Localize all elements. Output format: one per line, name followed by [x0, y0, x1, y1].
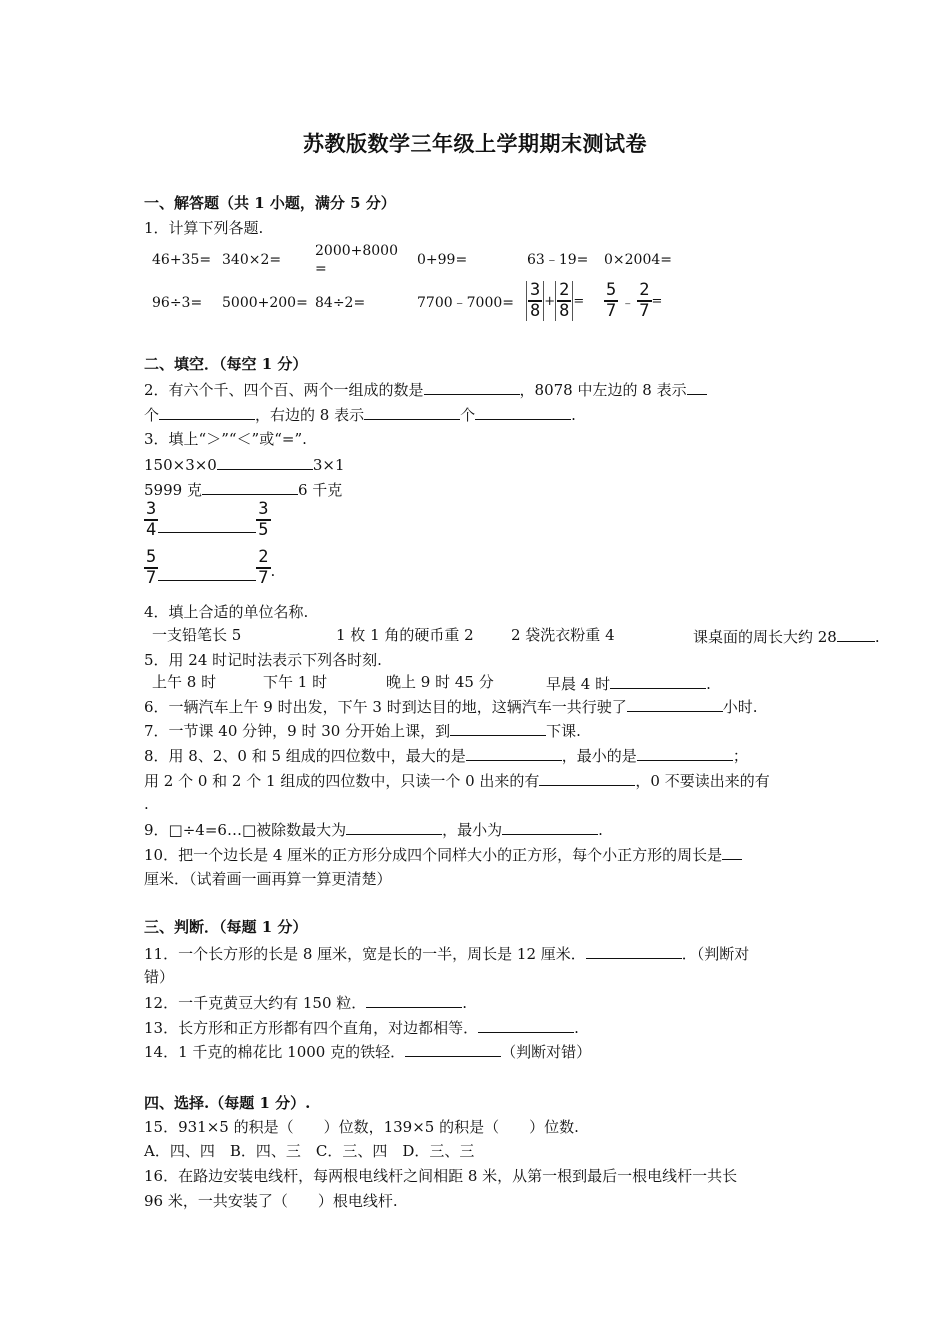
fraction: $\frac{2}{7}$ [258, 547, 269, 588]
answer-blank[interactable] [424, 379, 520, 395]
section-heading-1: 一、解答题（共 1 小题，满分 5 分） [144, 194, 396, 212]
period: . [874, 628, 880, 646]
question-10-line-1 [144, 844, 742, 865]
q13-text: . [574, 1019, 579, 1037]
question-7 [144, 720, 581, 741]
section-heading-2: 二、填空．（每空 1 分） [144, 355, 308, 373]
fraction: $\frac{3}{5}$ [258, 499, 269, 540]
q9-text: . [598, 821, 603, 839]
q2-text: ，右边的 8 表示 [255, 406, 365, 424]
q4-item: 2 袋洗衣粉重 4 [511, 626, 615, 644]
q8-text: ； [732, 747, 748, 765]
question-13 [144, 1017, 579, 1038]
calc-item: 2000+8000 [315, 243, 398, 259]
question-15-stem: 15．931×5 的积是（ ）位数，139×5 的积是（ ）位数. [144, 1118, 579, 1136]
answer-blank[interactable] [586, 943, 682, 959]
calc-item: 340×2= [222, 252, 282, 268]
q6-text: 小时. [722, 698, 758, 716]
fraction: $\frac{5}{7}$ [146, 547, 157, 588]
answer-blank[interactable] [364, 404, 460, 420]
question-5-stem: 5．用 24 时记时法表示下列各时刻. [144, 651, 382, 669]
q2-text: ，8078 中左边的 8 表示 [519, 381, 687, 399]
q7-text: 7．一节课 40 分钟，9 时 30 分开始上课，到 [144, 722, 451, 740]
q5-text: 早晨 4 时 [546, 675, 611, 693]
q4-item-last [693, 626, 880, 646]
question-9 [144, 819, 603, 840]
answer-blank[interactable] [202, 479, 298, 495]
q12-text: 12．一千克黄豆大约有 150 粒． [144, 994, 367, 1012]
question-11-line-1 [144, 943, 749, 964]
calc-item: 96÷3= [152, 295, 203, 311]
q12-text: . [462, 994, 468, 1012]
answer-blank[interactable] [539, 770, 635, 786]
question-10-line-2: 厘米．（试着画一画再算一算更清楚） [144, 870, 392, 888]
question-12 [144, 992, 467, 1013]
answer-blank[interactable] [478, 1017, 574, 1033]
q10-text: 10．把一个边长是 4 厘米的正方形分成四个同样大小的正方形，每个小正方形的周长是 [144, 846, 723, 864]
question-15-options: A．四、四 B．四、三 C．三、四 D．三、三 [144, 1142, 475, 1160]
section-heading-3: 三、判断．（每题 1 分） [144, 918, 308, 936]
q4-item: 1 枚 1 角的硬币重 2 [336, 626, 474, 644]
answer-blank[interactable] [475, 404, 571, 420]
fraction: $\frac{3}{4}$ [146, 499, 157, 540]
answer-blank[interactable] [158, 532, 256, 533]
calc-item: 7700﹣7000= [417, 295, 514, 311]
question-2-line-2 [144, 404, 576, 425]
q2-text: . [571, 406, 576, 424]
q5-item: 下午 1 时 [263, 673, 328, 691]
exam-title: 苏教版数学三年级上学期期末测试卷 [303, 131, 647, 156]
answer-blank[interactable] [837, 626, 875, 642]
fraction: $\frac{5}{7}$ [606, 280, 617, 321]
section-heading-4: 四、选择.（每题 1 分）. [144, 1094, 311, 1112]
calc-item: = [315, 261, 327, 277]
fraction: $\frac{3}{8}$ [526, 281, 544, 321]
q6-text: 6．一辆汽车上午 9 时出发，下午 3 时到达目的地，这辆汽车一共行驶了 [144, 698, 627, 716]
q4-item: 一支铅笔长 5 [152, 626, 242, 644]
q5-item: 上午 8 时 [152, 673, 217, 691]
question-8-line-3: . [144, 795, 149, 813]
answer-blank[interactable] [637, 745, 733, 761]
operator: ﹣ [621, 295, 635, 311]
fraction-expression-1 [526, 281, 584, 321]
q11-text: ．（判断对 [681, 945, 750, 963]
q2-text: 个 [144, 406, 160, 424]
answer-blank[interactable] [610, 673, 706, 689]
question-8-line-2 [144, 770, 770, 791]
answer-blank[interactable] [158, 580, 256, 581]
operator: + [544, 293, 556, 309]
q5-item: 晚上 9 时 45 分 [386, 673, 494, 691]
calc-item: 63﹣19= [527, 252, 589, 268]
q3-text: 150×3×0 [144, 456, 217, 474]
question-8-line-1 [144, 745, 748, 766]
answer-blank[interactable] [450, 720, 546, 736]
q14-text: 14．1 千克的棉花比 1000 克的铁轻． [144, 1043, 406, 1061]
q9-text: ，最小为 [442, 821, 503, 839]
answer-blank[interactable] [159, 404, 255, 420]
question-6 [144, 696, 758, 717]
answer-blank[interactable] [366, 992, 462, 1008]
answer-blank[interactable] [687, 379, 707, 395]
q2-text: 2．有六个千、四个百、两个一组成的数是 [144, 381, 424, 399]
calc-item: 0×2004= [604, 252, 672, 268]
q2-text: 个 [460, 406, 476, 424]
period: . [706, 675, 711, 693]
calc-item: 46+35= [152, 252, 212, 268]
q9-text: 9．□÷4=6…□被除数最大为 [144, 821, 347, 839]
equals-sign: = [573, 293, 585, 309]
q8-text: ，最小的是 [561, 747, 637, 765]
question-16-line-1: 16．在路边安装电线杆，每两根电线杆之间相距 8 米，从第一根到最后一根电线杆一共长 [144, 1167, 738, 1185]
question-3-fraction-row-1 [144, 500, 271, 540]
q3-text: 3×1 [312, 456, 345, 474]
answer-blank[interactable] [502, 819, 598, 835]
answer-blank[interactable] [346, 819, 442, 835]
q8-text: 8．用 8、2、0 和 5 组成的四位数中，最大的是 [144, 747, 466, 765]
answer-blank[interactable] [405, 1041, 501, 1057]
question-2-line-1 [144, 379, 707, 400]
fraction-expression-2 [604, 281, 662, 321]
q14-text: （判断对错） [501, 1043, 592, 1061]
fraction: $\frac{2}{8}$ [555, 281, 573, 321]
q3-text: 6 千克 [297, 481, 343, 499]
q5-item-last [546, 673, 711, 693]
calc-item: 84÷2= [315, 295, 366, 311]
question-14 [144, 1041, 591, 1062]
answer-blank[interactable] [217, 454, 313, 470]
question-3-row-2 [144, 479, 342, 500]
answer-blank[interactable] [466, 745, 562, 761]
question-3-fraction-row-2 [144, 548, 275, 588]
question-11-line-2: 错） [144, 968, 175, 986]
equals-sign: = [651, 293, 663, 309]
q8-text: 用 2 个 0 和 2 个 1 组成的四位数中，只读一个 0 出来的有 [144, 772, 540, 790]
q7-text: 下课. [546, 722, 581, 740]
question-3-stem: 3．填上“＞”“＜”或“=”. [144, 430, 307, 448]
answer-blank[interactable] [627, 696, 723, 712]
q3-text: 5999 克 [144, 481, 202, 499]
answer-blank[interactable] [722, 844, 742, 860]
fraction: $\frac{2}{7}$ [639, 280, 650, 321]
q11-text: 11．一个长方形的长是 8 厘米，宽是长的一半，周长是 12 厘米． [144, 945, 586, 963]
question-3-row-1 [144, 454, 345, 475]
calc-item: 0+99= [417, 252, 468, 268]
calc-item: 5000+200= [222, 295, 308, 311]
q13-text: 13．长方形和正方形都有四个直角，对边都相等． [144, 1019, 479, 1037]
q4-text: 课桌面的周长大约 28 [693, 628, 837, 646]
period: . [270, 562, 276, 580]
question-4-stem: 4．填上合适的单位名称. [144, 603, 309, 621]
question-1-stem: 1．计算下列各题. [144, 219, 264, 237]
q8-text: ，0 不要读出来的有 [635, 772, 770, 790]
question-16-line-2: 96 米，一共安装了（ ）根电线杆. [144, 1192, 398, 1210]
